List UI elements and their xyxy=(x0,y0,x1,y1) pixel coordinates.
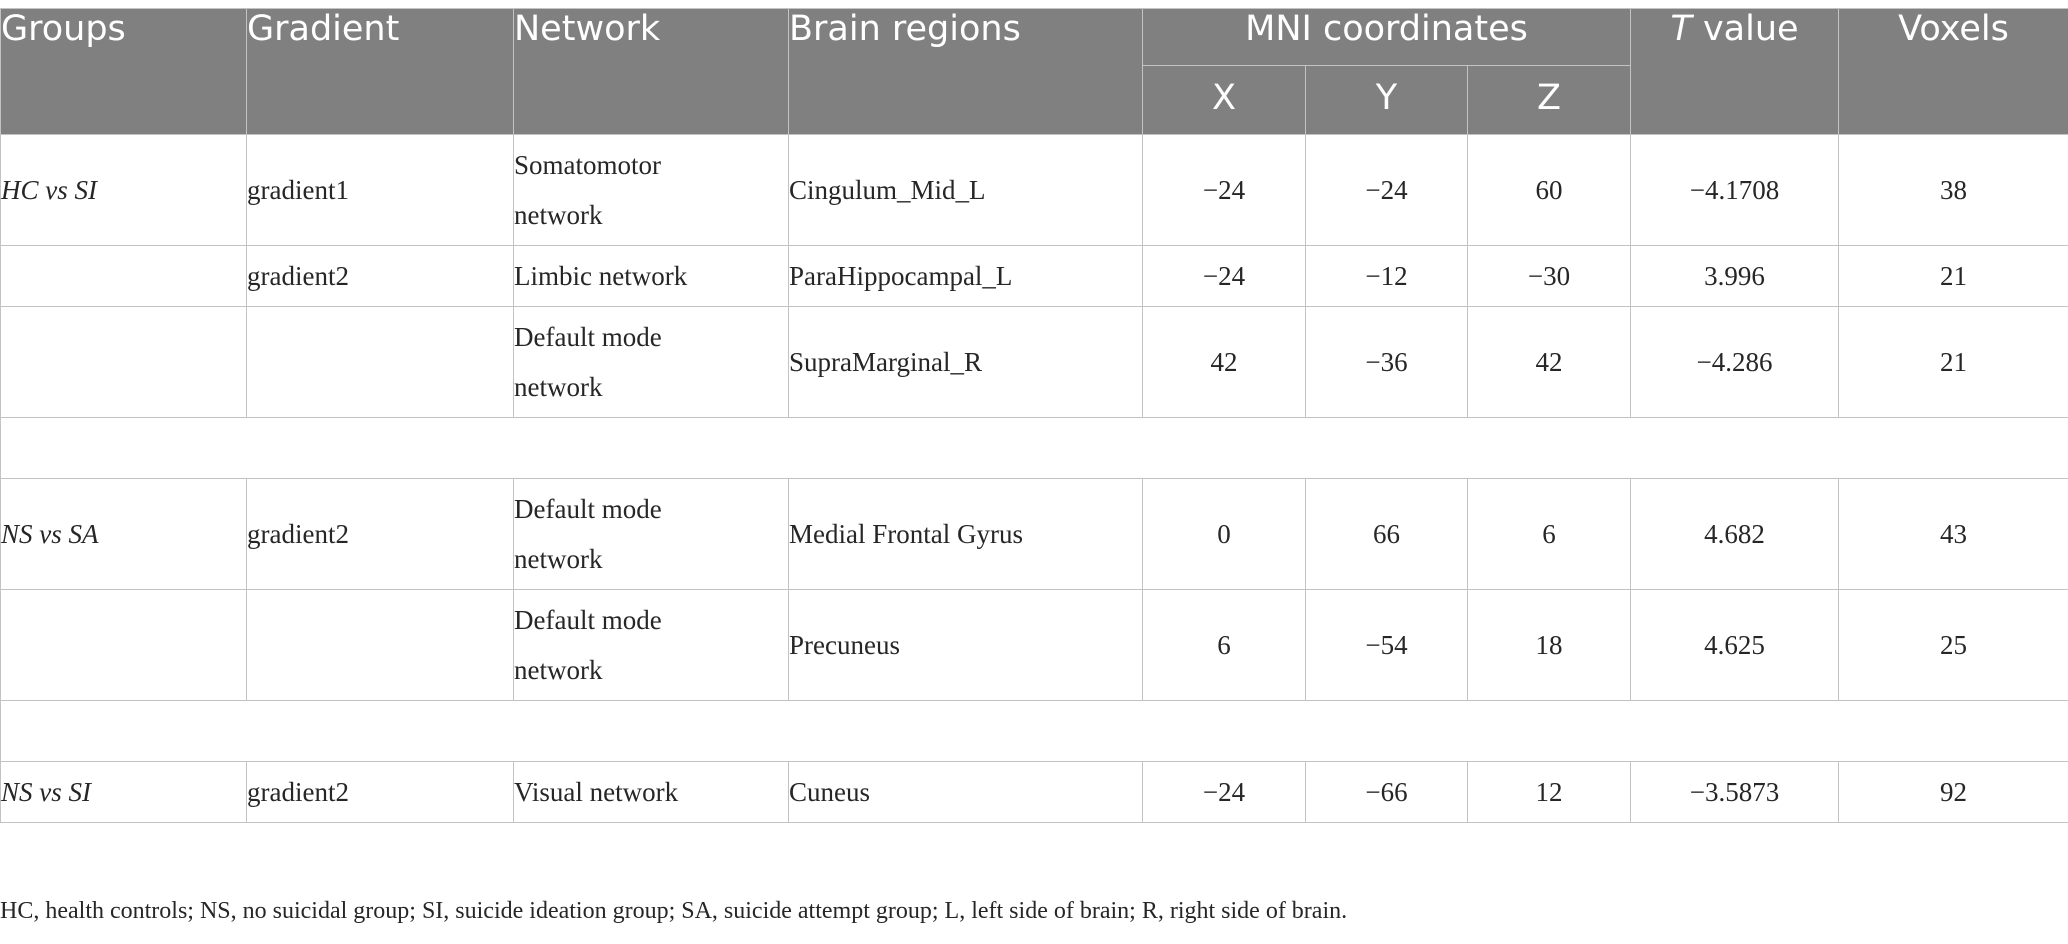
network-line-2: network xyxy=(514,655,603,685)
cell-group xyxy=(1,307,247,418)
cell-voxels: 38 xyxy=(1839,135,2068,246)
header-gradient: Gradient xyxy=(247,9,514,135)
cell-x: −24 xyxy=(1143,135,1306,246)
cell-t-value: −4.286 xyxy=(1631,307,1839,418)
cell-x: 0 xyxy=(1143,479,1306,590)
cell-z: −30 xyxy=(1468,246,1631,307)
cell-group: HC vs SI xyxy=(1,135,247,246)
cell-x: 6 xyxy=(1143,590,1306,701)
table-row xyxy=(1,307,2068,418)
cell-voxels: 21 xyxy=(1839,307,2068,418)
network-line-2: network xyxy=(514,372,603,402)
table-row xyxy=(1,246,2068,307)
table-footnote: HC, health controls; NS, no suicidal group; SI, suicide ideation group; SA, suicide attempt group; L, left side of brain; R, right side of brain. xyxy=(0,898,1348,924)
network-line-1: Default mode xyxy=(514,605,662,635)
cell-region: ParaHippocampal_L xyxy=(789,246,1143,307)
cell-gradient: gradient2 xyxy=(247,479,514,590)
cell-z: 6 xyxy=(1468,479,1631,590)
network-line-1: Default mode xyxy=(514,494,662,524)
table-header xyxy=(1,9,2068,135)
cell-z: 42 xyxy=(1468,307,1631,418)
cell-t-value: −4.1708 xyxy=(1631,135,1839,246)
cell-voxels: 21 xyxy=(1839,246,2068,307)
spacer-cell xyxy=(1,701,2068,762)
cell-y: −54 xyxy=(1306,590,1468,701)
results-table xyxy=(0,8,2068,823)
cell-network xyxy=(514,590,789,701)
spacer-cell xyxy=(1,418,2068,479)
header-y: Y xyxy=(1306,66,1468,135)
cell-x: 42 xyxy=(1143,307,1306,418)
table-row xyxy=(1,762,2068,823)
network-line-2: network xyxy=(514,200,603,230)
cell-y: −66 xyxy=(1306,762,1468,823)
cell-region: Cingulum_Mid_L xyxy=(789,135,1143,246)
header-t-suffix: value xyxy=(1691,9,1799,49)
cell-voxels: 43 xyxy=(1839,479,2068,590)
header-x: X xyxy=(1143,66,1306,135)
cell-y: 66 xyxy=(1306,479,1468,590)
cell-z: 18 xyxy=(1468,590,1631,701)
header-z: Z xyxy=(1468,66,1631,135)
cell-gradient: gradient2 xyxy=(247,762,514,823)
cell-gradient xyxy=(247,590,514,701)
cell-gradient: gradient1 xyxy=(247,135,514,246)
cell-region: Precuneus xyxy=(789,590,1143,701)
table-row xyxy=(1,479,2068,590)
cell-t-value: 4.682 xyxy=(1631,479,1839,590)
cell-group xyxy=(1,246,247,307)
cell-region: SupraMarginal_R xyxy=(789,307,1143,418)
cell-z: 60 xyxy=(1468,135,1631,246)
cell-y: −12 xyxy=(1306,246,1468,307)
header-groups: Groups xyxy=(1,9,247,135)
spacer-row xyxy=(1,418,2068,479)
cell-t-value: −3.5873 xyxy=(1631,762,1839,823)
header-network: Network xyxy=(514,9,789,135)
cell-voxels: 92 xyxy=(1839,762,2068,823)
cell-region: Cuneus xyxy=(789,762,1143,823)
cell-group xyxy=(1,590,247,701)
cell-y: −36 xyxy=(1306,307,1468,418)
header-brain-regions: Brain regions xyxy=(789,9,1143,135)
table-body xyxy=(1,135,2068,823)
cell-network xyxy=(514,479,789,590)
cell-t-value: 3.996 xyxy=(1631,246,1839,307)
header-mni-coordinates: MNI coordinates xyxy=(1143,9,1631,66)
cell-network: Visual network xyxy=(514,762,789,823)
table-row xyxy=(1,135,2068,246)
cell-z: 12 xyxy=(1468,762,1631,823)
cell-t-value: 4.625 xyxy=(1631,590,1839,701)
spacer-row xyxy=(1,701,2068,762)
header-t-letter: T xyxy=(1670,9,1692,49)
cell-network: Limbic network xyxy=(514,246,789,307)
cell-group: NS vs SA xyxy=(1,479,247,590)
cell-y: −24 xyxy=(1306,135,1468,246)
network-line-1: Somatomotor xyxy=(514,150,661,180)
cell-region: Medial Frontal Gyrus xyxy=(789,479,1143,590)
cell-network xyxy=(514,307,789,418)
cell-network xyxy=(514,135,789,246)
network-line-2: network xyxy=(514,544,603,574)
network-line-1: Default mode xyxy=(514,322,662,352)
cell-group: NS vs SI xyxy=(1,762,247,823)
cell-x: −24 xyxy=(1143,762,1306,823)
header-t-value xyxy=(1631,9,1839,135)
cell-gradient xyxy=(247,307,514,418)
header-voxels: Voxels xyxy=(1839,9,2068,135)
cell-x: −24 xyxy=(1143,246,1306,307)
cell-gradient: gradient2 xyxy=(247,246,514,307)
cell-voxels: 25 xyxy=(1839,590,2068,701)
table-row xyxy=(1,590,2068,701)
